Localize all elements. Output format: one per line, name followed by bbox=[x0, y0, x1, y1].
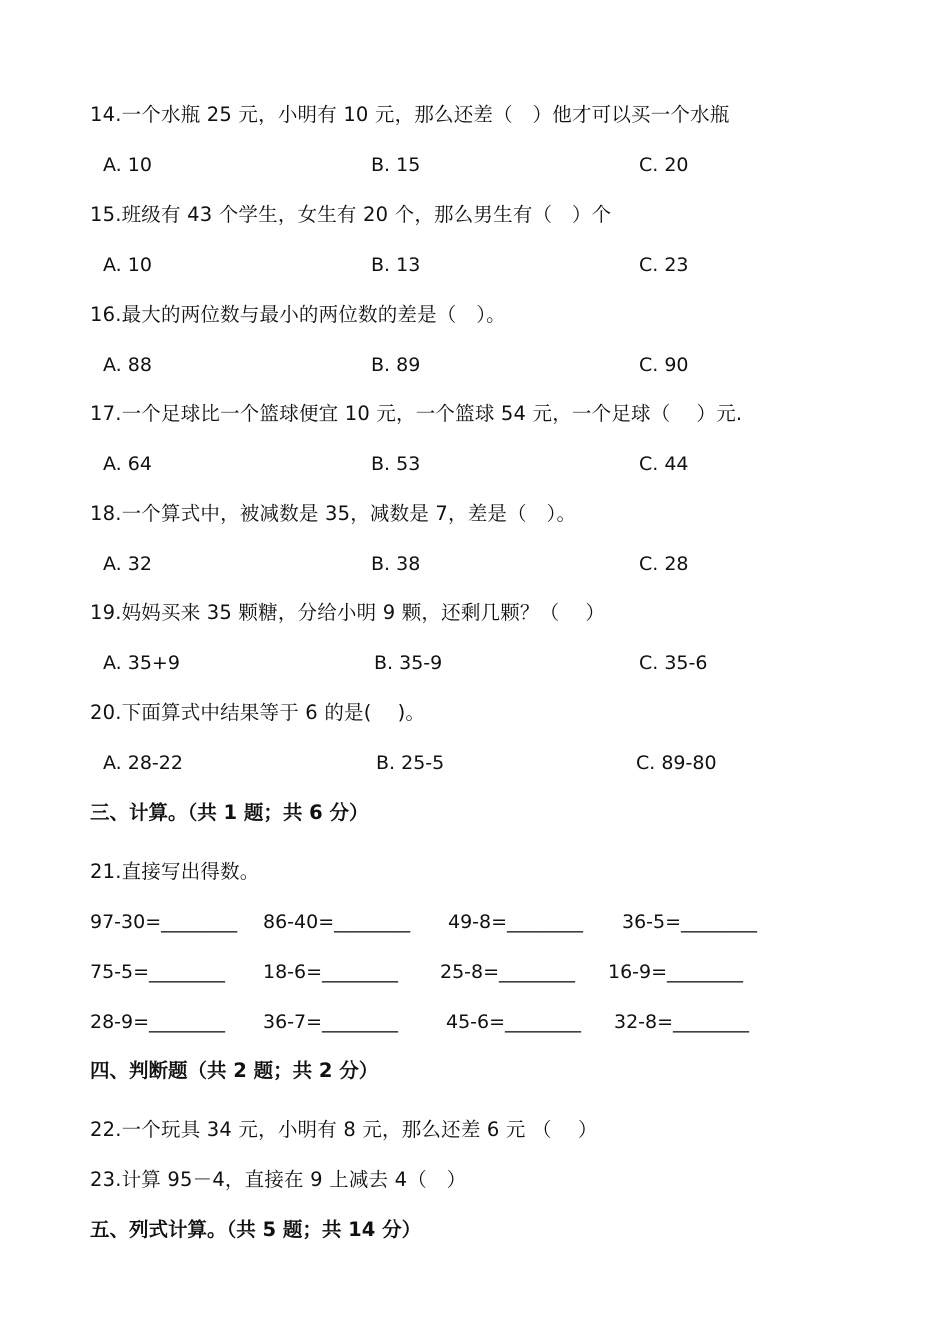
calc-item: 86-40=________ bbox=[263, 911, 411, 933]
question-20: 20.下面算式中结果等于 6 的是( )。 bbox=[90, 701, 426, 724]
q15-option-a: A. 10 bbox=[103, 254, 152, 276]
q16-option-a: A. 88 bbox=[103, 354, 152, 376]
q19-option-c: C. 35-6 bbox=[639, 652, 708, 674]
q14-option-c: C. 20 bbox=[639, 154, 689, 176]
q18-option-b: B. 38 bbox=[371, 553, 421, 575]
calc-item: 25-8=________ bbox=[440, 961, 576, 983]
question-23: 23.计算 95－4，直接在 9 上减去 4（ ） bbox=[90, 1168, 467, 1191]
question-19: 19.妈妈买来 35 颗糖，分给小明 9 颗，还剩几颗？（ ） bbox=[90, 601, 606, 624]
question-17: 17.一个足球比一个篮球便宜 10 元，一个篮球 54 元，一个足球（ ）元. bbox=[90, 402, 743, 425]
q15-option-c: C. 23 bbox=[639, 254, 689, 276]
q20-option-c: C. 89-80 bbox=[636, 752, 717, 774]
q15-option-b: B. 13 bbox=[371, 254, 421, 276]
q16-option-b: B. 89 bbox=[371, 354, 421, 376]
calc-item: 36-5=________ bbox=[622, 911, 758, 933]
section-5-heading: 五、列式计算。（共 5 题；共 14 分） bbox=[90, 1218, 422, 1241]
question-18: 18.一个算式中，被减数是 35，减数是 7，差是（ ）。 bbox=[90, 502, 577, 525]
q14-option-b: B. 15 bbox=[371, 154, 421, 176]
calc-item: 45-6=________ bbox=[446, 1011, 582, 1033]
q19-option-a: A. 35+9 bbox=[103, 652, 180, 674]
calc-item: 75-5=________ bbox=[90, 961, 226, 983]
question-22: 22.一个玩具 34 元，小明有 8 元，那么还差 6 元 （ ） bbox=[90, 1118, 598, 1141]
section-3-heading: 三、计算。（共 1 题；共 6 分） bbox=[90, 801, 369, 824]
question-15: 15.班级有 43 个学生，女生有 20 个，那么男生有（ ）个 bbox=[90, 203, 612, 226]
question-16: 16.最大的两位数与最小的两位数的差是（ ）。 bbox=[90, 303, 506, 326]
calc-item: 97-30=________ bbox=[90, 911, 238, 933]
q18-option-a: A. 32 bbox=[103, 553, 152, 575]
q20-option-a: A. 28-22 bbox=[103, 752, 183, 774]
question-14: 14.一个水瓶 25 元，小明有 10 元，那么还差（ ）他才可以买一个水瓶 bbox=[90, 103, 730, 126]
q14-option-a: A. 10 bbox=[103, 154, 152, 176]
calc-item: 32-8=________ bbox=[614, 1011, 750, 1033]
q19-option-b: B. 35-9 bbox=[374, 652, 443, 674]
question-21: 21.直接写出得数。 bbox=[90, 860, 260, 883]
q17-option-b: B. 53 bbox=[371, 453, 421, 475]
calc-item: 16-9=________ bbox=[608, 961, 744, 983]
q20-option-b: B. 25-5 bbox=[376, 752, 445, 774]
calc-item: 18-6=________ bbox=[263, 961, 399, 983]
calc-item: 49-8=________ bbox=[448, 911, 584, 933]
calc-item: 28-9=________ bbox=[90, 1011, 226, 1033]
q16-option-c: C. 90 bbox=[639, 354, 689, 376]
section-4-heading: 四、判断题（共 2 题；共 2 分） bbox=[90, 1059, 379, 1082]
q17-option-c: C. 44 bbox=[639, 453, 689, 475]
q18-option-c: C. 28 bbox=[639, 553, 689, 575]
q17-option-a: A. 64 bbox=[103, 453, 152, 475]
calc-item: 36-7=________ bbox=[263, 1011, 399, 1033]
